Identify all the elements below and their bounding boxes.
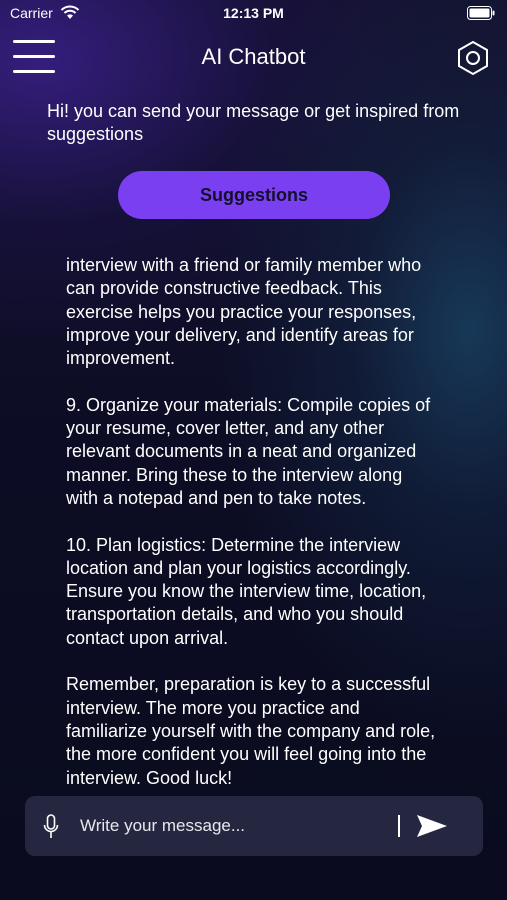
message-paragraph: Remember, preparation is key to a successful interview. The more you practice and familiarize yourself with the company and role, the more confident you will feel going into the interview. Good luck! (66, 674, 436, 788)
status-time: 12:13 PM (223, 5, 284, 21)
message-input-bar (25, 796, 483, 856)
page-title: AI Chatbot (201, 44, 306, 69)
battery-icon (467, 6, 495, 20)
microphone-icon[interactable] (43, 814, 59, 840)
text-cursor (398, 815, 400, 837)
send-arrow-icon[interactable] (415, 813, 449, 839)
message-paragraph: interview with a friend or family member who can provide constructive feedback. This exercise helps you practice your responses, improve your delivery, and identify areas for improvement. (66, 255, 422, 369)
chat-message-area[interactable] (66, 254, 486, 790)
message-paragraph: 10. Plan logistics: Determine the interview location and plan your logistics accordingly. Ensure you know the interview time, location, transportation details, and who you should contact upon arrival. (66, 534, 427, 648)
message-input[interactable] (80, 810, 390, 842)
suggestions-button[interactable]: Suggestions (118, 171, 390, 219)
status-bar (0, 0, 507, 28)
hexagon-settings-icon[interactable] (455, 40, 491, 76)
carrier-label: Carrier (10, 5, 53, 21)
message-paragraph: 9. Organize your materials: Compile copies of your resume, cover letter, and any other relevant documents in a neat and organized manner. Bring these to the interview along with a notepad and pen to take notes. (66, 394, 431, 508)
intro-text: Hi! you can send your message or get inspired from suggestions (47, 101, 460, 144)
